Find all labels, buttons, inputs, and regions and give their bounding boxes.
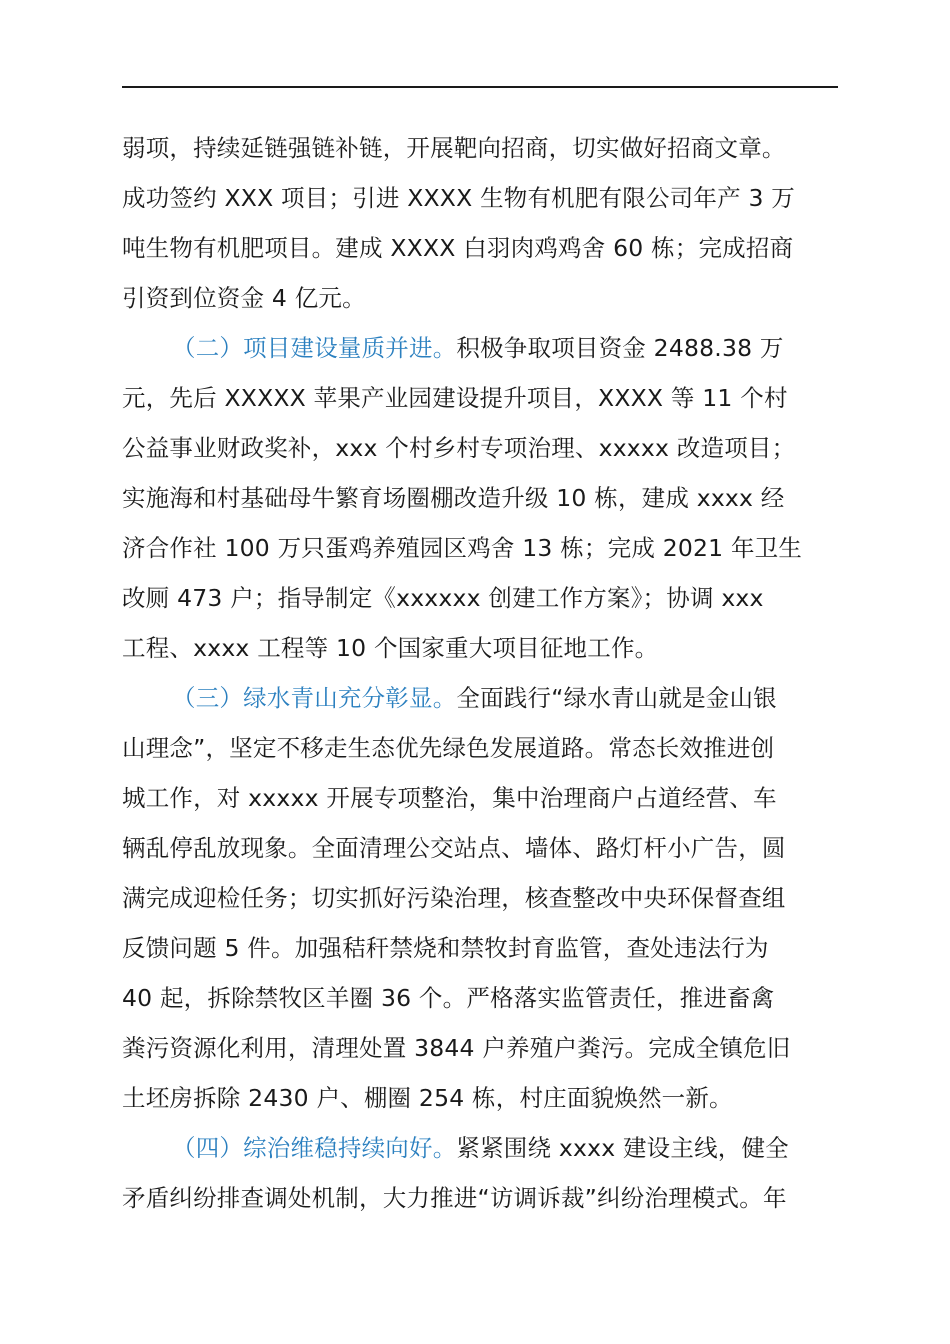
section-heading-3: （三）绿水青山充分彰显。 [172, 684, 457, 712]
text-line-first [122, 323, 838, 373]
text-line: 山理念”，坚定不移走生态优先绿色发展道路。常态长效推进创 [122, 734, 775, 762]
text-line: 粪污资源化利用，清理处置 3844 户养殖户粪污。完成全镇危旧 [122, 1034, 791, 1062]
paragraph-3 [122, 673, 838, 1123]
text-line: 公益事业财政奖补，xxx 个村乡村专项治理、xxxxx 改造项目； [122, 434, 796, 462]
text-line: 实施海和村基础母牛繁育场圈棚改造升级 10 栋，建成 xxxx 经 [122, 484, 785, 512]
text-run: 全面践行“绿水青山就是金山银 [456, 684, 777, 712]
text-line: 满完成迎检任务；切实抓好污染治理，核查整改中央环保督查组 [122, 884, 786, 912]
paragraph-1 [122, 123, 838, 323]
text-line: 成功签约 XXX 项目；引进 XXXX 生物有机肥有限公司年产 3 万 [122, 184, 795, 212]
text-run: 紧紧围绕 xxxx 建设主线，健全 [456, 1134, 789, 1162]
text-line: 矛盾纠纷排查调处机制，大力推进“访调诉裁”纠纷治理模式。年 [122, 1184, 787, 1212]
text-line: 反馈问题 5 件。加强秸秆禁烧和禁牧封育监管，查处违法行为 [122, 934, 769, 962]
paragraph-2 [122, 323, 838, 673]
paragraph-4 [122, 1123, 838, 1223]
document-body [122, 123, 838, 1223]
text-line: 弱项，持续延链强链补链，开展靶向招商，切实做好招商文章。 [122, 134, 786, 162]
text-line: 土坯房拆除 2430 户、棚圈 254 栋，村庄面貌焕然一新。 [122, 1084, 733, 1112]
text-line: 辆乱停乱放现象。全面清理公交站点、墙体、路灯杆小广告，圆 [122, 834, 786, 862]
text-line-first [122, 673, 838, 723]
section-heading-2: （二）项目建设量质并进。 [172, 334, 457, 362]
text-line: 吨生物有机肥项目。建成 XXXX 白羽肉鸡鸡舍 60 栋；完成招商 [122, 234, 794, 262]
text-line-first [122, 1123, 838, 1173]
text-run: 积极争取项目资金 2488.38 万 [456, 334, 784, 362]
text-line: 工程、xxxx 工程等 10 个国家重大项目征地工作。 [122, 634, 659, 662]
section-heading-4: （四）综治维稳持续向好。 [172, 1134, 457, 1162]
text-line: 城工作，对 xxxxx 开展专项整治，集中治理商户占道经营、车 [122, 784, 777, 812]
text-line: 40 起，拆除禁牧区羊圈 36 个。严格落实监管责任，推进畜禽 [122, 984, 775, 1012]
text-line: 引资到位资金 4 亿元。 [122, 284, 366, 312]
text-line: 济合作社 100 万只蛋鸡养殖园区鸡舍 13 栋；完成 2021 年卫生 [122, 534, 803, 562]
text-line: 改厕 473 户；指导制定《xxxxxx 创建工作方案》；协调 xxx [122, 584, 764, 612]
text-line: 元，先后 XXXXX 苹果产业园建设提升项目，XXXX 等 11 个村 [122, 384, 788, 412]
header-rule [122, 86, 838, 88]
